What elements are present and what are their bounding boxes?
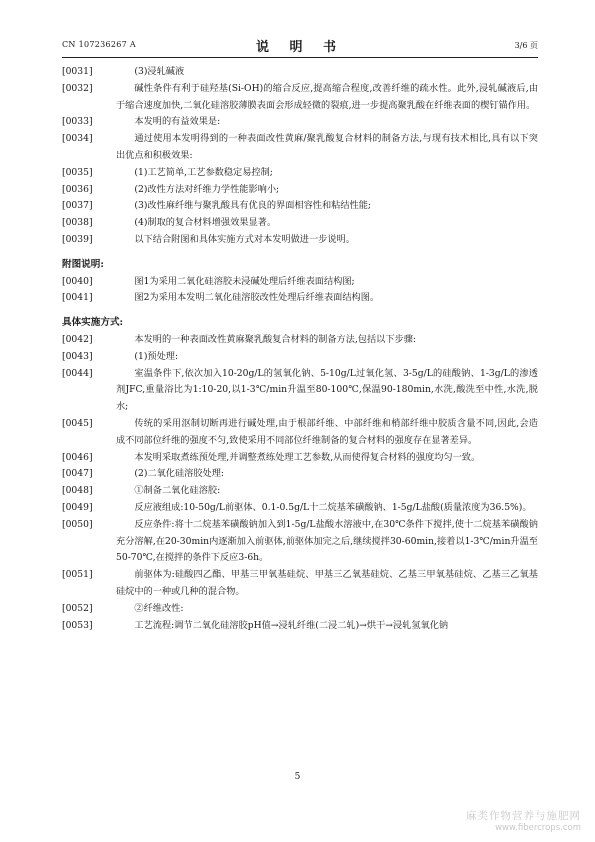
document-title: 说 明 书	[255, 40, 345, 55]
paragraph	[62, 332, 538, 349]
paragraph-number: [0049]	[62, 501, 93, 513]
paragraph-number: [0035]	[62, 166, 93, 178]
paragraph	[62, 290, 538, 307]
paragraph	[62, 517, 538, 567]
paragraph-text: ①制备二氧化硅溶胶:	[134, 485, 221, 497]
paragraph-number: [0031]	[62, 66, 93, 77]
paragraph-text: 图1为采用二氧化硅溶胶未浸碱处理后纤维表面结构图;	[134, 275, 355, 287]
header-divider	[62, 57, 538, 58]
paragraph-number: [0040]	[62, 275, 93, 287]
paragraph-text: (2)二氧化硅溶胶处理:	[134, 468, 224, 480]
paragraph	[62, 81, 538, 115]
paragraph-number: [0044]	[62, 367, 93, 379]
paragraph-number: [0052]	[62, 602, 93, 614]
paragraph	[62, 198, 538, 215]
paragraph	[62, 131, 538, 165]
watermark-title: 麻类作物营养与施肥网	[466, 810, 581, 822]
paragraph-text: (3)改性麻纤维与聚乳酸具有优良的界面相容性和粘结性能;	[134, 200, 371, 212]
paragraph-text: (2)改性方法对纤维力学性能影响小;	[134, 183, 280, 195]
section-heading-figures: 附图说明:	[62, 258, 104, 270]
paragraph	[62, 165, 538, 182]
paragraph-text: 通过使用本发明得到的一种表面改性黄麻/聚乳酸复合材料的制备方法,与现有技术相比,具有以下突出优点和积极效果:	[116, 133, 538, 161]
paragraph	[62, 567, 538, 601]
paragraph-number: [0034]	[62, 133, 93, 145]
paragraph-number: [0032]	[62, 82, 93, 94]
paragraph-text: 本发明采取煮练预处理,并调整煮练处理工艺参数,从而使得复合材料的强度均匀一致。	[134, 451, 481, 463]
paragraph-text: ②纤维改性:	[134, 602, 184, 614]
paragraph	[62, 500, 538, 517]
paragraph-number: [0033]	[62, 116, 93, 128]
paragraph-number: [0053]	[62, 619, 93, 631]
page-indicator: 3/6 页	[514, 41, 538, 50]
watermark	[466, 808, 581, 833]
paragraph-text: 本发明的一种表面改性黄麻聚乳酸复合材料的制备方法,包括以下步骤:	[134, 333, 417, 345]
paragraph	[62, 450, 538, 467]
paragraph	[62, 366, 538, 416]
paragraph-number: [0042]	[62, 333, 93, 345]
paragraph-number: [0039]	[62, 233, 93, 245]
patent-number: CN 107236267 A	[62, 40, 136, 49]
paragraph	[62, 349, 538, 366]
watermark-url: www.fibercrops.com	[495, 823, 581, 833]
paragraph-text: 反应液组成:10-50g/L前驱体、0.1-0.5g/L十二烷基苯磺酸钠、1-5g/L盐酸(质量浓度为36.5%)。	[134, 501, 532, 513]
page-header	[62, 36, 538, 56]
paragraph-text: (1)工艺简单,工艺参数稳定易控制;	[134, 166, 273, 178]
paragraph	[62, 64, 538, 81]
paragraph-text: 工艺流程:调节二氧化硅溶胶pH值→浸轧纤维(二浸二轧)→烘干→浸轧氢氧化钠	[134, 619, 449, 631]
paragraph-group-effects	[62, 64, 538, 249]
paragraph-number: [0051]	[62, 569, 93, 581]
paragraph-number: [0045]	[62, 417, 93, 429]
paragraph-text: (3)浸轧碱液	[134, 66, 185, 77]
page-number: 5	[294, 772, 301, 782]
paragraph-number: [0041]	[62, 292, 93, 304]
paragraph-number: [0037]	[62, 200, 93, 212]
paragraph-number: [0050]	[62, 518, 93, 530]
paragraph	[62, 601, 538, 618]
paragraph	[62, 232, 538, 249]
paragraph-number: [0038]	[62, 217, 93, 229]
paragraph	[62, 215, 538, 232]
paragraph-number: [0043]	[62, 350, 93, 362]
paragraph-group-figures	[62, 274, 538, 308]
paragraph-text: (1)预处理:	[134, 350, 179, 362]
paragraph	[62, 416, 538, 450]
section-heading-embodiment: 具体实施方式:	[62, 317, 124, 329]
paragraph-number: [0048]	[62, 485, 93, 497]
paragraph-text: 传统的采用沤制切断再进行碱处理,由于根部纤维、中部纤维和梢部纤维中胶质含量不同,因此,会造成不同部位纤维的强度不匀,致使采用不同部位纤维制备的复合材料的强度存在显著差异。	[116, 417, 538, 446]
paragraph-text: 图2为采用本发明二氧化硅溶胶改性处理后纤维表面结构图。	[134, 292, 380, 304]
paragraph-text: 本发明的有益效果是:	[134, 116, 221, 128]
paragraph	[62, 466, 538, 483]
paragraph	[62, 483, 538, 500]
paragraph-group-embodiment	[62, 332, 538, 634]
paragraph	[62, 274, 538, 291]
paragraph	[62, 182, 538, 199]
paragraph-text: 以下结合附图和具体实施方式对本发明做进一步说明。	[134, 233, 355, 245]
paragraph	[62, 618, 538, 635]
paragraph-number: [0047]	[62, 468, 93, 480]
paragraph-text: (4)制取的复合材料增强效果显著。	[134, 217, 277, 229]
paragraph	[62, 114, 538, 131]
paragraph-text: 碱性条件有利于硅羟基(Si-OH)的缩合反应,提高缩合程度,改善纤维的疏水性。此外,浸轧碱液后,由于缩合速度加快,二氧化硅溶胶薄膜表面会形成轻微的裂痕,进一步提高聚乳酸在纤维表面的楔钉锚作用。	[116, 82, 538, 111]
paragraph-number: [0036]	[62, 183, 93, 195]
document-body	[62, 64, 538, 634]
paragraph-text: 室温条件下,依次加入10-20g/L的氢氧化钠、5-10g/L过氧化氢、3-5g/L的硅酸钠、1-3g/L的渗透剂JFC,重量浴比为1:10-20,以1-3℃/min升温至80-100℃,保温90-180min,水洗,酸洗至中性,水洗,脱水;	[116, 367, 538, 413]
paragraph-text: 前驱体为:硅酸四乙酯、甲基三甲氧基硅烷、甲基三乙氧基硅烷、乙基三甲氧基硅烷、乙基三乙氧基硅烷中的一种或几种的混合物。	[116, 569, 538, 597]
paragraph-number: [0046]	[62, 451, 93, 463]
paragraph-text: 反应条件:将十二烷基苯磺酸钠加入到1-5g/L盐酸水溶液中,在30℃条件下搅拌,使十二烷基苯磺酸钠充分溶解,在20-30min内逐渐加入前驱体,前驱体加完之后,继续搅拌30-60min,接着以1-3℃/min升温至50-70℃,在搅拌的条件下反应3-6h。	[116, 518, 538, 564]
